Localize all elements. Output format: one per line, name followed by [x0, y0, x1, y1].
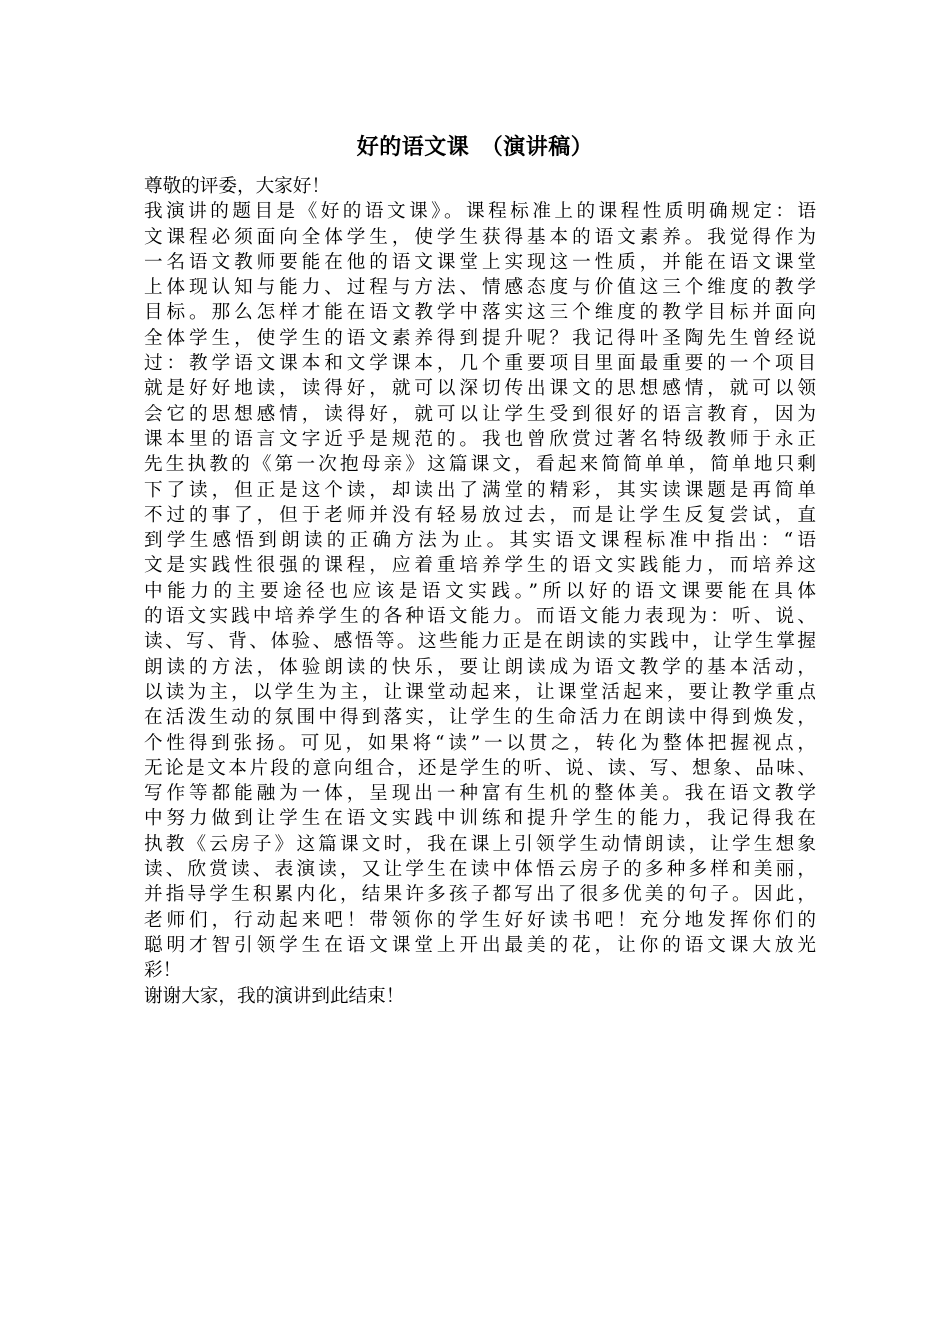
paragraph-line: 一名语文教师要能在他的语文课堂上实现这一性质，并能在语文课堂: [144, 251, 816, 273]
paragraph-line: 执教《云房子》这篇课文时，我在课上引领学生动情朗读，让学生想象: [144, 833, 816, 855]
document-title: 好的语文课 （演讲稿）: [356, 134, 594, 160]
paragraph-line: 老师们，行动起来吧！带领你的学生好好读书吧！充分地发挥你们的: [144, 909, 816, 931]
paragraph-line: 文课程必须面向全体学生，使学生获得基本的语文素养。我觉得作为: [144, 226, 816, 248]
speech-paragraph: [144, 199, 816, 983]
paragraph-line: 彩！: [144, 960, 182, 982]
paragraph-line: 到学生感悟到朗读的正确方法为止。其实语文课程标准中指出：“语: [144, 530, 816, 552]
paragraph-line: 以读为主，以学生为主，让课堂动起来，让课堂活起来，要让教学重点: [144, 681, 816, 703]
paragraph-line: 过：教学语文课本和文学课本，几个重要项目里面最重要的一个项目: [144, 353, 816, 375]
paragraph-line: 中能力的主要途径也应该是语文实践。”所以好的语文课要能在具体: [144, 580, 816, 602]
paragraph-line: 会它的思想感情，读得好，就可以让学生受到很好的语言教育，因为: [144, 403, 816, 425]
paragraph-line: 写作等都能融为一体，呈现出一种富有生机的整体美。我在语文教学: [144, 783, 816, 805]
paragraph-line: 的语文实践中培养学生的各种语文能力。而语文能力表现为：听、说、: [144, 606, 816, 628]
paragraph-line: 上体现认知与能力、过程与方法、情感态度与价值这三个维度的教学: [144, 277, 816, 299]
document-body: [144, 174, 816, 1009]
paragraph-line: 不过的事了，但于老师并没有轻易放过去，而是让学生反复尝试，直: [144, 504, 816, 526]
paragraph-line: 就是好好地读，读得好，就可以深切传出课文的思想感情，就可以领: [144, 378, 816, 400]
paragraph-line: 在活泼生动的氛围中得到落实，让学生的生命活力在朗读中得到焕发，: [144, 707, 816, 729]
paragraph-line: 中努力做到让学生在语文实践中训练和提升学生的能力，我记得我在: [144, 808, 816, 830]
paragraph-line: 下了读，但正是这个读，却读出了满堂的精彩，其实读课题是再简单: [144, 479, 816, 501]
paragraph-line: 读、欣赏读、表演读，又让学生在读中体悟云房子的多种多样和美丽，: [144, 859, 816, 881]
paragraph-line: 朗读的方法，体验朗读的快乐，要让朗读成为语文教学的基本活动，: [144, 656, 816, 678]
paragraph-line: 个性得到张扬。可见，如果将“读”一以贯之，转化为整体把握视点，: [144, 732, 816, 754]
paragraph-line: 全体学生，使学生的语文素养得到提升呢？我记得叶圣陶先生曾经说: [144, 327, 816, 349]
paragraph-line: 文是实践性很强的课程，应着重培养学生的语文实践能力，而培养这: [144, 555, 816, 577]
paragraph-line: 并指导学生积累内化，结果许多孩子都写出了很多优美的句子。因此，: [144, 884, 816, 906]
paragraph-line: 课本里的语言文字近乎是规范的。我也曾欣赏过著名特级教师于永正: [144, 428, 816, 450]
paragraph-line: 聪明才智引领学生在语文课堂上开出最美的花，让你的语文课大放光: [144, 934, 816, 956]
paragraph-line: 读、写、背、体验、感悟等。这些能力正是在朗读的实践中，让学生掌握: [144, 631, 816, 653]
paragraph-line: 无论是文本片段的意向组合，还是学生的听、说、读、写、想象、品味、: [144, 757, 816, 779]
closing-line: 谢谢大家，我的演讲到此结束！: [144, 985, 405, 1007]
greeting-line: 尊敬的评委，大家好！: [144, 176, 330, 197]
paragraph-line: 我演讲的题目是《好的语文课》。课程标准上的课程性质明确规定：语: [144, 201, 816, 223]
paragraph-line: 先生执教的《第一次抱母亲》这篇课文，看起来简简单单，简单地只剩: [144, 454, 816, 476]
paragraph-line: 目标。那么怎样才能在语文教学中落实这三个维度的教学目标并面向: [144, 302, 816, 324]
